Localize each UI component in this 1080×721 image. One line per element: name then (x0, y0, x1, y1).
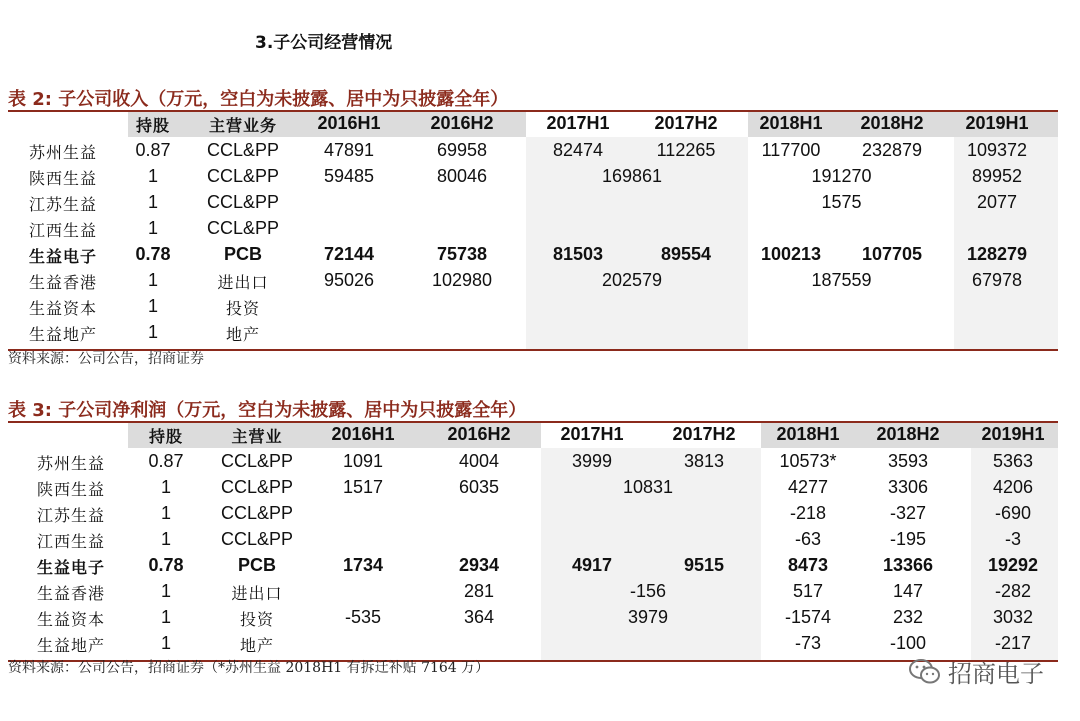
row-stake: 0.87 (148, 451, 184, 471)
row-stake: 1 (160, 503, 172, 523)
value-cell: -218 (789, 503, 827, 523)
value-cell: 5363 (992, 451, 1034, 471)
value-cell: 80046 (436, 166, 488, 186)
row-stake: 1 (147, 192, 159, 212)
value-cell: 3593 (887, 451, 929, 471)
value-cell: -3 (1004, 529, 1022, 549)
full-year-2017-cell: 202579 (601, 270, 663, 290)
row-stake: 1 (147, 296, 159, 316)
value-cell: 128279 (966, 244, 1028, 264)
column-header: 2016H2 (447, 424, 511, 444)
value-cell: 89952 (971, 166, 1023, 186)
full-year-2017-cell: -156 (629, 581, 667, 601)
row-name: 生益电子 (28, 247, 98, 266)
value-cell: -195 (889, 529, 927, 549)
value-cell: 75738 (436, 244, 488, 264)
row-stake: 1 (160, 581, 172, 601)
row-name: 生益资本 (28, 299, 98, 318)
column-header: 2016H1 (331, 424, 395, 444)
row-stake: 1 (160, 529, 172, 549)
row-stake: 0.78 (148, 555, 184, 575)
row-business: PCB (237, 555, 277, 575)
row-name: 陕西生益 (36, 480, 106, 499)
column-header: 持股 (135, 116, 171, 135)
row-stake: 0.78 (135, 244, 171, 264)
row-business: CCL&PP (206, 166, 280, 186)
row-stake: 0.87 (135, 140, 171, 160)
column-header: 2018H2 (860, 113, 924, 133)
full-year-2018-cell: 191270 (811, 166, 872, 186)
row-name: 生益地产 (36, 636, 106, 655)
full-year-2018-cell: 187559 (811, 270, 872, 290)
full-year-2018-cell: 1575 (821, 192, 862, 212)
value-cell: 1091 (342, 451, 384, 471)
full-year-2017-cell: 3979 (627, 607, 669, 627)
row-business: CCL&PP (206, 218, 280, 238)
row-business: 投资 (239, 610, 275, 629)
value-cell: -327 (889, 503, 927, 523)
table1-title: 表 2: 子公司收入（万元，空白为未披露、居中为只披露全年） (8, 89, 509, 110)
revenue-table (8, 110, 1058, 346)
row-business: CCL&PP (220, 529, 294, 549)
table2-source: 资料来源：公司公告，招商证券（*苏州生益 2018H1 有拆迁补贴 7164 万） (8, 660, 490, 676)
value-cell: 3999 (571, 451, 613, 471)
table2-title: 表 3: 子公司净利润（万元，空白为未披露、居中为只披露全年） (8, 400, 527, 421)
value-cell: 8473 (787, 555, 829, 575)
value-cell: 4206 (992, 477, 1034, 497)
table1-source: 资料来源：公司公告，招商证券 (8, 351, 204, 367)
row-name: 生益电子 (36, 558, 106, 577)
value-cell: 102980 (431, 270, 493, 290)
row-name: 江苏生益 (28, 195, 98, 214)
column-header: 持股 (148, 427, 184, 446)
row-name: 生益香港 (36, 584, 106, 603)
row-business: CCL&PP (206, 140, 280, 160)
value-cell: -535 (344, 607, 382, 627)
row-name: 苏州生益 (28, 143, 98, 162)
full-year-2017-cell: 169861 (601, 166, 663, 186)
row-business: PCB (223, 244, 263, 264)
column-header: 2017H1 (560, 424, 624, 444)
value-cell: 13366 (882, 555, 934, 575)
value-cell: 4917 (571, 555, 613, 575)
value-cell: 100213 (760, 244, 822, 264)
value-cell: 67978 (971, 270, 1023, 290)
brand-logo (908, 654, 1044, 689)
value-cell: 2077 (976, 192, 1018, 212)
column-header: 主营业务 (208, 116, 278, 135)
row-business: 进出口 (231, 584, 283, 603)
value-cell: 2934 (458, 555, 500, 575)
column-header: 2018H2 (876, 424, 940, 444)
value-cell: 517 (792, 581, 824, 601)
row-stake: 1 (160, 477, 172, 497)
row-business: 投资 (225, 299, 261, 318)
value-cell: 107705 (861, 244, 923, 264)
value-cell: -282 (994, 581, 1032, 601)
value-cell: 109372 (966, 140, 1028, 160)
value-cell: 3813 (683, 451, 725, 471)
full-year-2017-cell: 10831 (622, 477, 674, 497)
row-stake: 1 (160, 607, 172, 627)
value-cell: 4277 (787, 477, 829, 497)
value-cell: 81503 (552, 244, 604, 264)
value-cell: 6035 (458, 477, 500, 497)
value-cell: 59485 (323, 166, 375, 186)
row-stake: 1 (147, 270, 159, 290)
row-business: 地产 (225, 325, 261, 344)
value-cell: -100 (889, 633, 927, 653)
row-name: 江西生益 (28, 221, 98, 240)
row-stake: 1 (160, 633, 172, 653)
value-cell: 82474 (552, 140, 604, 160)
wechat-icon (908, 658, 942, 686)
value-cell: 9515 (683, 555, 725, 575)
row-business: 地产 (239, 636, 275, 655)
column-header: 2018H1 (776, 424, 840, 444)
value-cell: 147 (892, 581, 924, 601)
value-cell: 232879 (861, 140, 923, 160)
value-cell: 3306 (887, 477, 929, 497)
row-name: 陕西生益 (28, 169, 98, 188)
row-name: 生益香港 (28, 273, 98, 292)
value-cell: 89554 (660, 244, 712, 264)
column-header: 主营业 (231, 427, 283, 446)
row-stake: 1 (147, 218, 159, 238)
value-cell: 10573* (779, 451, 837, 471)
brand-name: 招商电子 (948, 660, 1044, 688)
value-cell: 4004 (458, 451, 500, 471)
value-cell: 112265 (656, 140, 716, 160)
value-cell: -217 (994, 633, 1032, 653)
row-business: CCL&PP (206, 192, 280, 212)
value-cell: 47891 (323, 140, 375, 160)
row-business: CCL&PP (220, 503, 294, 523)
value-cell: 364 (463, 607, 495, 627)
column-header: 2018H1 (759, 113, 823, 133)
row-name: 生益地产 (28, 325, 98, 344)
column-header: 2017H1 (546, 113, 610, 133)
value-cell: 232 (892, 607, 924, 627)
column-header: 2016H2 (430, 113, 494, 133)
column-header: 2017H2 (654, 113, 718, 133)
column-header: 2016H1 (317, 113, 381, 133)
value-cell: -73 (794, 633, 822, 653)
value-cell: 72144 (323, 244, 375, 264)
table-top-rule (8, 110, 1058, 112)
column-header: 2019H1 (981, 424, 1045, 444)
row-business: CCL&PP (220, 477, 294, 497)
value-cell: 95026 (323, 270, 375, 290)
value-cell: 3032 (992, 607, 1034, 627)
table-top-rule (8, 421, 1058, 423)
value-cell: 19292 (987, 555, 1039, 575)
row-business: 进出口 (217, 273, 269, 292)
column-header: 2019H1 (965, 113, 1029, 133)
row-stake: 1 (147, 166, 159, 186)
value-cell: 281 (463, 581, 495, 601)
column-header: 2017H2 (672, 424, 736, 444)
net-profit-table (8, 421, 1058, 657)
row-name: 江苏生益 (36, 506, 106, 525)
value-cell: 1734 (342, 555, 384, 575)
row-stake: 1 (147, 322, 159, 342)
value-cell: 69958 (436, 140, 488, 160)
section-title: 3.子公司经营情况 (255, 33, 393, 53)
value-cell: 117700 (761, 140, 821, 160)
row-business: CCL&PP (220, 451, 294, 471)
value-cell: -63 (794, 529, 822, 549)
row-name: 苏州生益 (36, 454, 106, 473)
value-cell: -1574 (784, 607, 832, 627)
row-name: 生益资本 (36, 610, 106, 629)
value-cell: 1517 (342, 477, 384, 497)
row-name: 江西生益 (36, 532, 106, 551)
value-cell: -690 (994, 503, 1032, 523)
